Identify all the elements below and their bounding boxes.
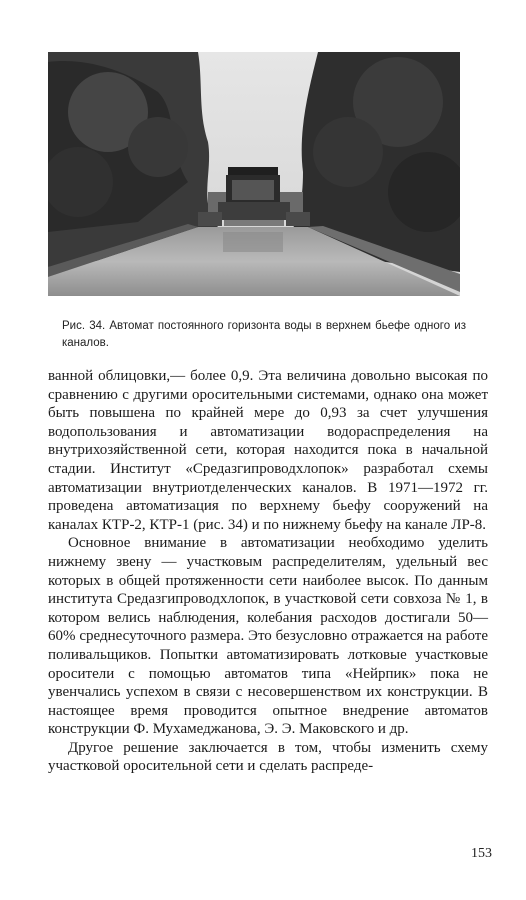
paragraph: Другое решение заключается в том, чтобы изменить схему участковой оросительной сети и сделать распреде- [48,739,488,775]
body-text [48,367,488,776]
page-number: 153 [471,846,492,861]
paragraph: Основное внимание в автоматизации необходимо уделить нижнему звену — участковым распределителям, удельный вес которых в общей протяженности сети наиболее высок. По данным института Средазгипроводхлопок, в участковой сети совхоза № 1, в котором велись наблюдения, колебания расходов достигали 50—60% среднесуточного размера. Это безусловно отражается на работе поливальщиков. Попытки автоматизировать лотковые участковые оросители с помощью автоматов типа «Нейрпик» пока не увенчались успехом в связи с несовершенством их конструкции. В настоящее время проводится опытное внедрение автоматов конструкции Ф. Мухамеджанова, Э. Э. Маковского и др. [48,535,488,738]
figure-caption: Рис. 34. Автомат постоянного горизонта воды в верхнем бьефе одного из каналов. [62,320,466,349]
paragraph: ванной облицовки,— более 0,9. Эта величина довольно высокая по сравнению с другими оросительными системами, однако она может быть повышена по крайней мере до 0,93 за счет улучшения водопользования и автоматизации водораспределения на внутрихозяйственной сети, которая находится пока в начальной стадии. Институт «Средазгипроводхлопок» разработал схемы автоматизации внутриотделенческих каналов. В 1971—1972 гг. проведена автоматизация по верхнему бьефу сооружений на каналах КТР-2, КТР-1 (рис. 34) и по нижнему бьефу на канале ЛР-8. [48,368,488,533]
figure-photo-canal-gate [48,52,460,296]
